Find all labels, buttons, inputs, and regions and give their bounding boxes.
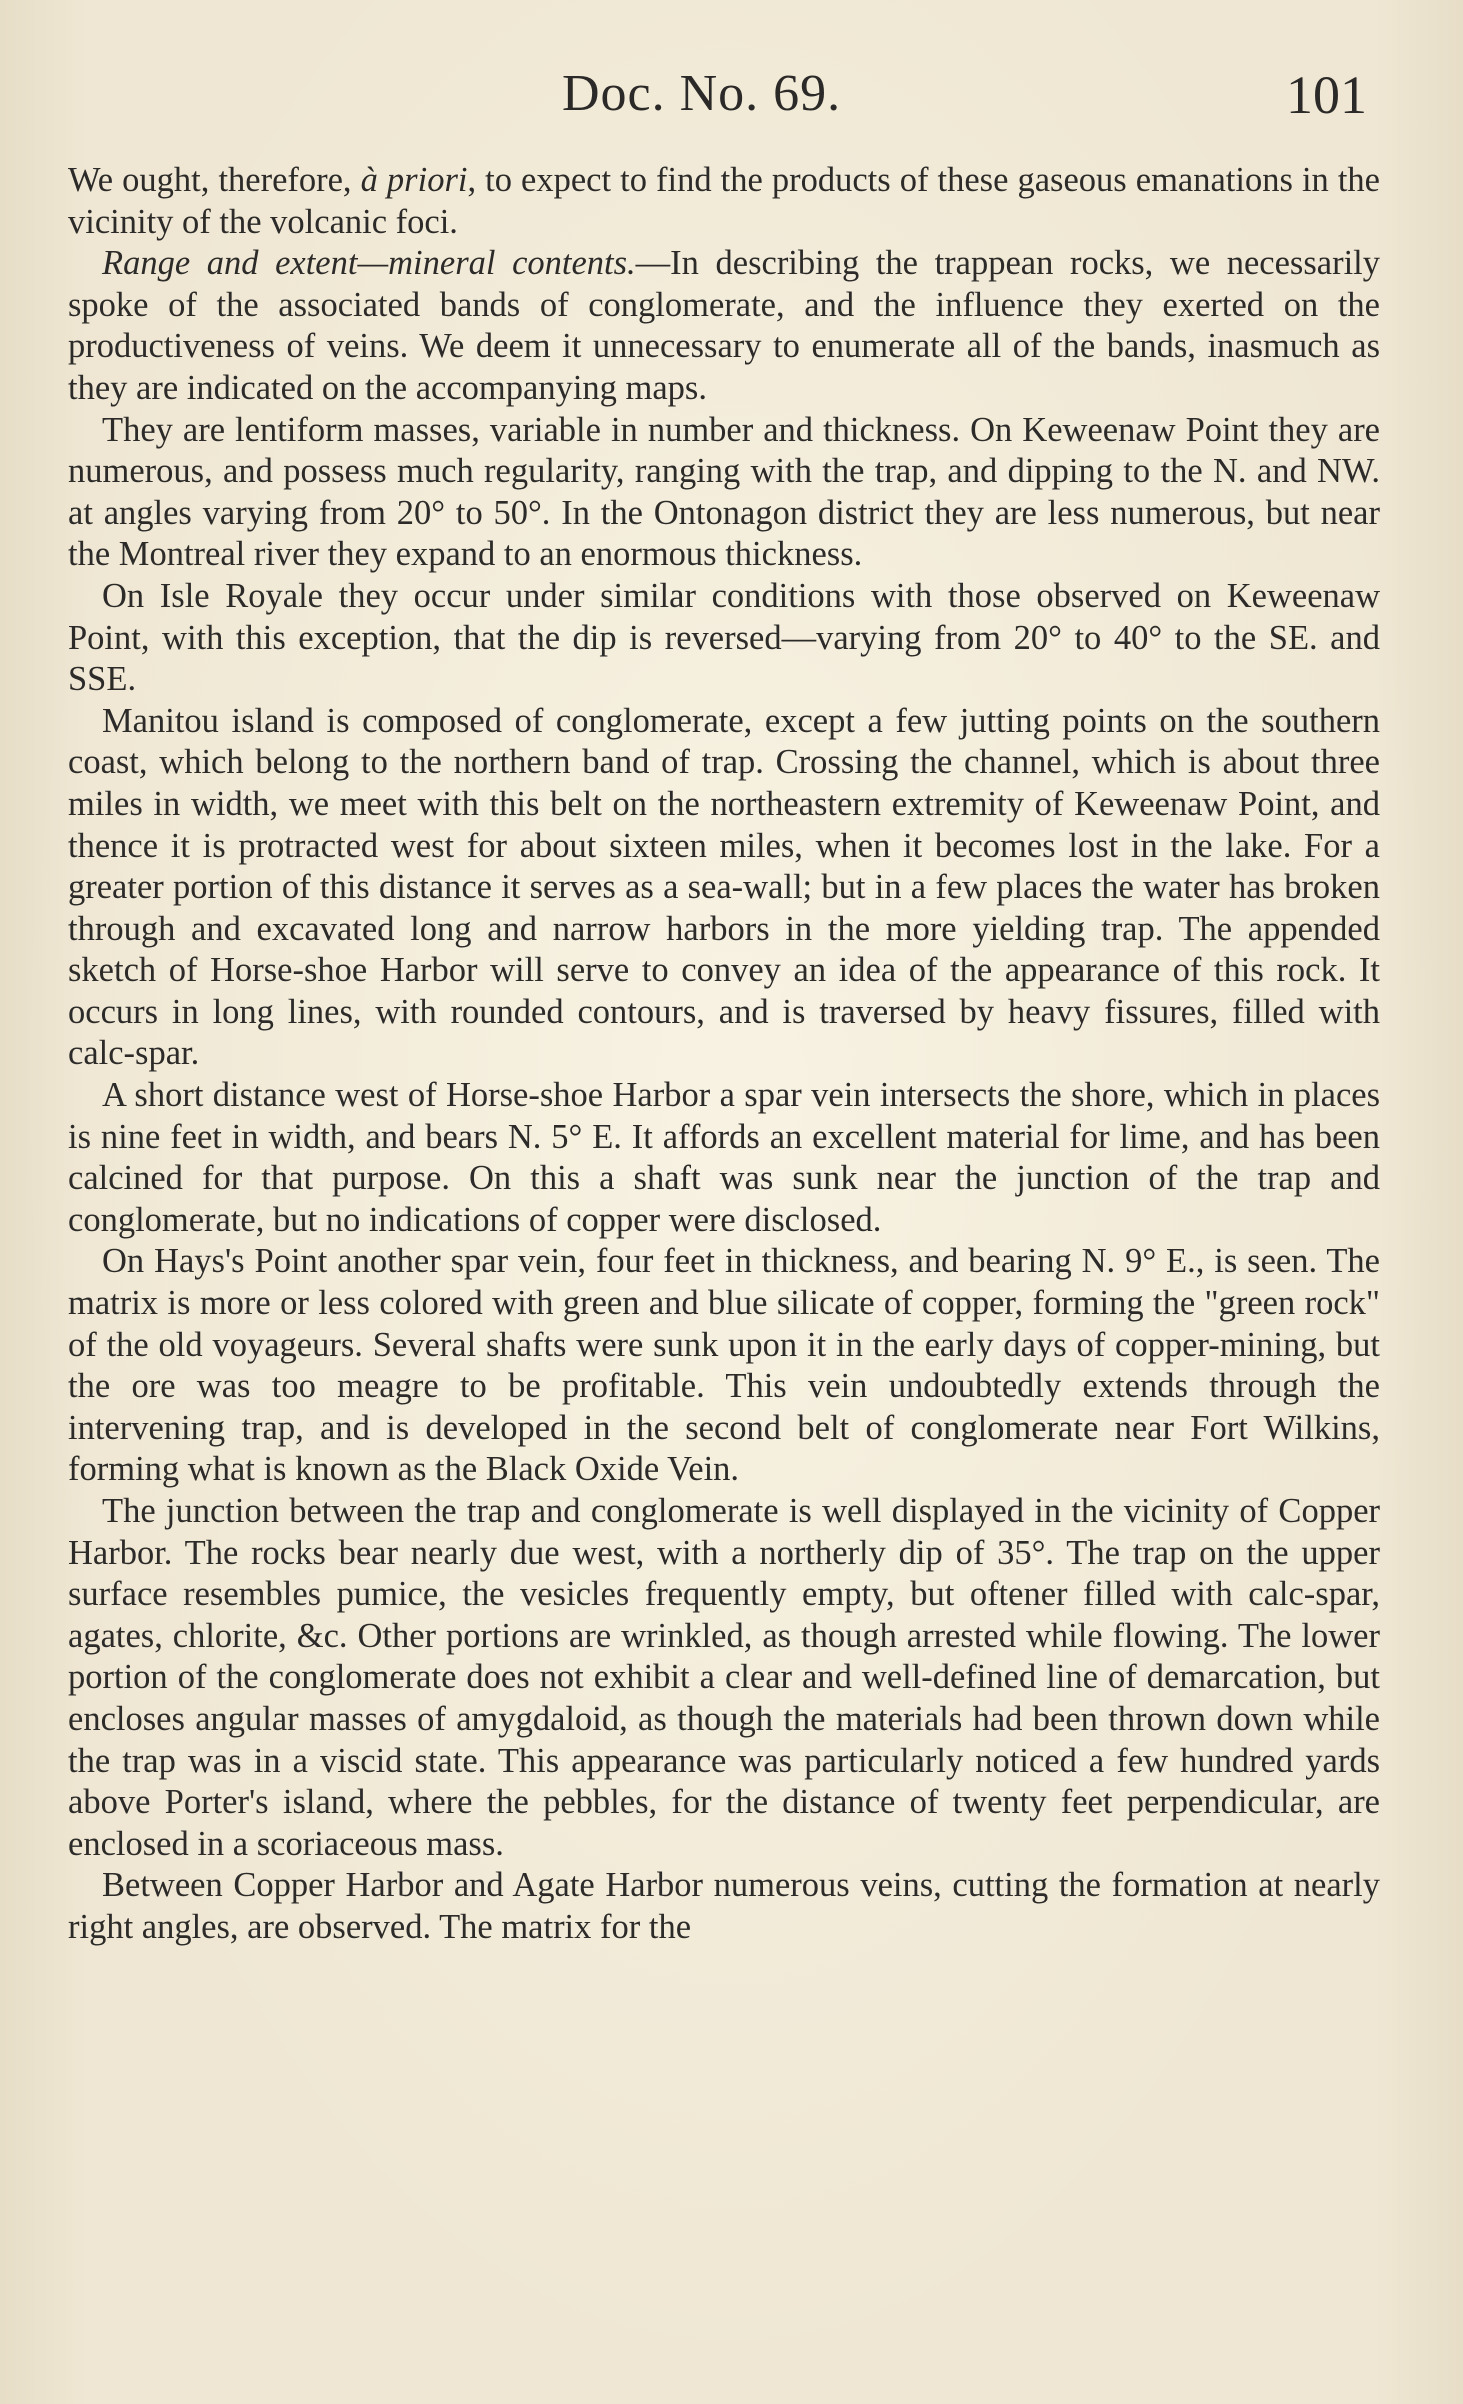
paragraph-9: Between Copper Harbor and Agate Harbor numerous veins, cutting the formation at nearly right angles, are observed. The matrix for the	[68, 1866, 1380, 1946]
paragraph-2	[68, 243, 1380, 409]
paragraph-2-text: —In describing the trappean rocks, we necessarily spoke of the associated bands of conglomerate, and the influence they exerted on the productiveness of veins. We deem it unnecessary to enumerate all of the bands, inasmuch as they are indicated on the accompanying maps.	[68, 244, 1381, 407]
running-header	[0, 58, 1463, 138]
paragraph-4: On Isle Royale they occur under similar conditions with those observed on Keweenaw Point, with this exception, that the dip is reversed—varying from 20° to 40° to the SE. and SSE.	[68, 576, 1380, 699]
paragraph-1	[68, 160, 1380, 243]
section-heading: Range and extent—mineral contents.	[102, 244, 636, 283]
paragraph-7: On Hays's Point another spar vein, four feet in thickness, and bearing N. 9° E., is seen. The matrix is more or less colored with green and blue silicate of copper, forming the "green rock" of the old voyageurs. Several shafts were sunk upon it in the early days of copper-mining, but the ore was too meagre to be profitable. This vein undoubtedly extends through the intervening trap, and is developed in the second belt of conglomerate near Fort Wilkins, forming what is known as the Black Oxide Vein.	[68, 1242, 1380, 1489]
paragraph-6: A short distance west of Horse-shoe Harbor a spar vein intersects the shore, which in places is nine feet in width, and bears N. 5° E. It affords an excellent material for lime, and has been calcined for that purpose. On this a shaft was sunk near the junction of the trap and conglomerate, but no indications of copper were disclosed.	[68, 1076, 1380, 1239]
paragraph-5: Manitou island is composed of conglomerate, except a few jutting points on the southern coast, which belong to the northern band of trap. Crossing the channel, which is about three miles in width, we meet with this belt on the northeastern extremity of Keweenaw Point, and thence it is protracted west for about sixteen miles, when it becomes lost in the lake. For a greater portion of this distance it serves as a sea-wall; but in a few places the water has broken through and excavated long and narrow harbors in the more yielding trap. The appended sketch of Horse-shoe Harbor will serve to convey an idea of the appearance of this rock. It occurs in long lines, with rounded contours, and is traversed by heavy fissures, filled with calc-spar.	[68, 701, 1380, 1073]
a-priori-italic: à priori	[360, 161, 468, 199]
page-number: 101	[1286, 65, 1367, 125]
paragraph-1-start: We ought, therefore,	[68, 161, 361, 199]
paragraph-3: They are lentiform masses, variable in number and thickness. On Keweenaw Point they are numerous, and possess much regularity, ranging with the trap, and dipping to the N. and NW. at angles varying from 20° to 50°. In the Ontonagon district they are less numerous, but near the Montreal river they expand to an enormous thickness.	[68, 410, 1380, 574]
body-text	[68, 160, 1380, 1949]
paragraph-1-end: , to expect to find the products of these gaseous emanations in the vicinity of the volcanic foci.	[68, 161, 1380, 241]
paragraph-8: The junction between the trap and conglomerate is well displayed in the vicinity of Copper Harbor. The rocks bear nearly due west, with a northerly dip of 35°. The trap on the upper surface resembles pumice, the vesicles frequently empty, but oftener filled with calc-spar, agates, chlorite, &c. Other portions are wrinkled, as though arrested while flowing. The lower portion of the conglomerate does not exhibit a clear and well-defined line of demarcation, but encloses angular masses of amygdaloid, as though the materials had been thrown down while the trap was in a viscid state. This appearance was particularly noticed a few hundred yards above Porter's island, where the pebbles, for the distance of twenty feet perpendicular, are enclosed in a scoriaceous mass.	[68, 1492, 1380, 1863]
document-label: Doc. No. 69.	[562, 65, 842, 122]
